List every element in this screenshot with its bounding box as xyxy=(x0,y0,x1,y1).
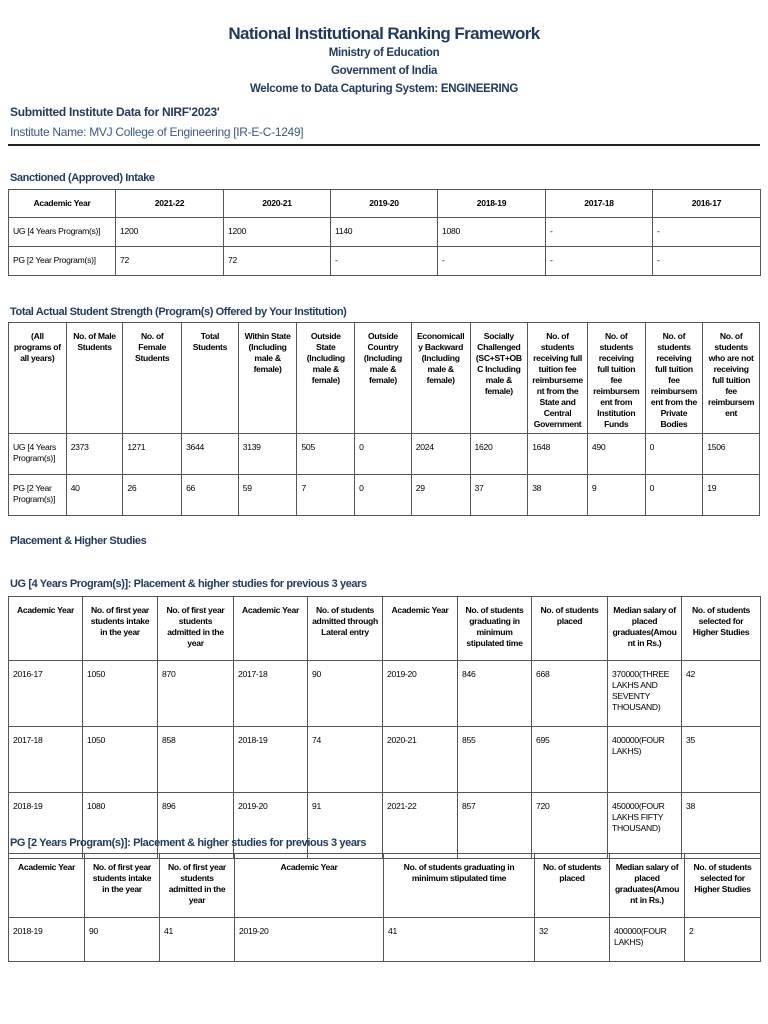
ug-cell: 400000(FOUR LAKHS) xyxy=(608,727,682,793)
strength-header-row xyxy=(9,323,760,434)
intake-table xyxy=(8,189,761,276)
strength-cell: 40 xyxy=(66,475,123,516)
ug-cell: 857 xyxy=(458,793,532,859)
ug-cell: 846 xyxy=(458,661,532,727)
intake-cell: - xyxy=(653,218,761,247)
ug-cell: 1080 xyxy=(83,793,158,859)
intake-cell: 1200 xyxy=(116,218,224,247)
ug-cell: 450000(FOUR LAKHS FIFTY THOUSAND) xyxy=(608,793,682,859)
ug-header-cell: Academic Year xyxy=(9,597,83,661)
intake-cell: 72 xyxy=(116,247,224,276)
strength-cell: UG [4 Years Program(s)] xyxy=(9,434,67,475)
institute-name: Institute Name: MVJ College of Engineering [IR-E-C-1249] xyxy=(10,125,304,139)
intake-cell: PG [2 Year Program(s)] xyxy=(9,247,116,276)
strength-header-cell: No. of Female Students xyxy=(123,323,182,434)
strength-cell: 59 xyxy=(238,475,297,516)
strength-cell: 29 xyxy=(411,475,470,516)
intake-cell: 1140 xyxy=(331,218,438,247)
strength-cell: 1620 xyxy=(470,434,528,475)
strength-header-cell: Within State (Including male & female) xyxy=(238,323,297,434)
intake-header-cell: 2021-22 xyxy=(116,190,224,218)
intake-header-cell: Academic Year xyxy=(9,190,116,218)
intake-cell: - xyxy=(546,218,653,247)
strength-section-title: Total Actual Student Strength (Program(s) Offered by Your Institution) xyxy=(10,306,347,318)
strength-cell: 490 xyxy=(587,434,645,475)
strength-cell: 37 xyxy=(470,475,528,516)
ug-placement-title: UG [4 Years Program(s)]: Placement & higher studies for previous 3 years xyxy=(10,578,367,590)
ug-cell: 2020-21 xyxy=(383,727,458,793)
strength-header-cell: Outside State (Including male & female) xyxy=(297,323,355,434)
ug-cell: 42 xyxy=(682,661,761,727)
strength-header-cell: Economically Backward (Including male & female) xyxy=(411,323,470,434)
strength-header-cell: No. of students who are not receiving full tuition fee reimbursement xyxy=(703,323,760,434)
ug-cell: 2019-20 xyxy=(383,661,458,727)
pg-cell: 2 xyxy=(685,918,761,962)
page-title: National Institutional Ranking Framework xyxy=(228,24,540,43)
ug-cell: 370000(THREE LAKHS AND SEVENTY THOUSAND) xyxy=(608,661,682,727)
table-row xyxy=(9,247,761,276)
pg-header-cell: No. of students placed xyxy=(535,854,610,918)
ug-cell: 90 xyxy=(308,661,383,727)
table-row xyxy=(9,727,761,793)
pg-header-cell: Academic Year xyxy=(9,854,85,918)
strength-cell: 7 xyxy=(297,475,355,516)
pg-cell: 2019-20 xyxy=(235,918,384,962)
placement-section-title: Placement & Higher Studies xyxy=(10,535,147,547)
intake-cell: - xyxy=(653,247,761,276)
intake-header-cell: 2018-19 xyxy=(438,190,546,218)
intake-cell: - xyxy=(331,247,438,276)
pg-header-cell: No. of first year students intake in the year xyxy=(85,854,160,918)
pg-header-cell: No. of students graduating in minimum stipulated time xyxy=(384,854,535,918)
strength-cell: 0 xyxy=(645,434,703,475)
strength-header-cell: No. of Male Students xyxy=(66,323,123,434)
system-label: Welcome to Data Capturing System: ENGINEERING xyxy=(249,83,519,95)
intake-header-cell: 2020-21 xyxy=(224,190,331,218)
submission-heading: Submitted Institute Data for NIRF'2023' xyxy=(10,105,220,119)
strength-table xyxy=(8,322,760,516)
strength-cell: 26 xyxy=(123,475,182,516)
strength-cell: 1506 xyxy=(703,434,760,475)
strength-cell: 1271 xyxy=(123,434,182,475)
intake-header-cell: 2017-18 xyxy=(546,190,653,218)
intake-cell: - xyxy=(438,247,546,276)
pg-placement-title: PG [2 Years Program(s)]: Placement & higher studies for previous 3 years xyxy=(10,837,367,849)
intake-header-row xyxy=(9,190,761,218)
intake-cell: - xyxy=(546,247,653,276)
pg-header-cell: No. of first year students admitted in the year xyxy=(160,854,235,918)
intake-header-cell: 2019-20 xyxy=(331,190,438,218)
strength-header-cell: Total Students xyxy=(182,323,239,434)
ug-header-cell: No. of students graduating in minimum stipulated time xyxy=(458,597,532,661)
ug-cell: 2018-19 xyxy=(9,793,83,859)
table-row xyxy=(9,475,760,516)
strength-header-cell: Socially Challenged (SC+ST+OBC Including male & female) xyxy=(470,323,528,434)
intake-cell: 72 xyxy=(224,247,331,276)
pg-cell: 41 xyxy=(384,918,535,962)
ug-header-cell: No. of students admitted through Lateral entry xyxy=(308,597,383,661)
ug-cell: 858 xyxy=(158,727,234,793)
strength-header-cell: No. of students receiving full tuition fee reimbursement from Institution Funds xyxy=(587,323,645,434)
pg-cell: 90 xyxy=(85,918,160,962)
strength-cell: 9 xyxy=(587,475,645,516)
ug-cell: 38 xyxy=(682,793,761,859)
strength-cell: 3644 xyxy=(182,434,239,475)
intake-cell: 1080 xyxy=(438,218,546,247)
table-row xyxy=(9,434,760,475)
ug-cell: 695 xyxy=(532,727,608,793)
ug-cell: 2019-20 xyxy=(234,793,308,859)
ug-placement-table xyxy=(8,596,761,859)
pg-cell: 2018-19 xyxy=(9,918,85,962)
ug-header-cell: No. of first year students admitted in the year xyxy=(158,597,234,661)
ug-cell: 855 xyxy=(458,727,532,793)
pg-placement-table xyxy=(8,853,761,962)
ug-cell: 2018-19 xyxy=(234,727,308,793)
ug-cell: 74 xyxy=(308,727,383,793)
ug-cell: 1050 xyxy=(83,661,158,727)
pg-header-cell: Academic Year xyxy=(235,854,384,918)
ug-cell: 720 xyxy=(532,793,608,859)
strength-cell: PG [2 Year Program(s)] xyxy=(9,475,67,516)
government-label: Government of India xyxy=(330,65,438,77)
strength-header-cell: No. of students receiving full tuition fee reimbursement from the State and Central Government xyxy=(528,323,588,434)
strength-cell: 38 xyxy=(528,475,588,516)
pg-cell: 32 xyxy=(535,918,610,962)
ug-header-row xyxy=(9,597,761,661)
strength-header-cell: (All programs of all years) xyxy=(9,323,67,434)
ug-cell: 2016-17 xyxy=(9,661,83,727)
strength-header-cell: No. of students receiving full tuition fee reimbursement from the Private Bodies xyxy=(645,323,703,434)
intake-section-title: Sanctioned (Approved) Intake xyxy=(10,172,155,184)
strength-cell: 66 xyxy=(182,475,239,516)
ministry-label: Ministry of Education xyxy=(328,47,440,59)
strength-cell: 2024 xyxy=(411,434,470,475)
pg-header-cell: Median salary of placed graduates(Amount in Rs.) xyxy=(610,854,685,918)
ug-cell: 2017-18 xyxy=(234,661,308,727)
ug-cell: 2017-18 xyxy=(9,727,83,793)
intake-cell: UG [4 Years Program(s)] xyxy=(9,218,116,247)
ug-header-cell: Median salary of placed graduates(Amount in Rs.) xyxy=(608,597,682,661)
strength-cell: 505 xyxy=(297,434,355,475)
pg-cell: 400000(FOUR LAKHS) xyxy=(610,918,685,962)
strength-cell: 0 xyxy=(645,475,703,516)
ug-header-cell: No. of students selected for Higher Studies xyxy=(682,597,761,661)
pg-cell: 41 xyxy=(160,918,235,962)
ug-cell: 870 xyxy=(158,661,234,727)
strength-cell: 2373 xyxy=(66,434,123,475)
ug-cell: 668 xyxy=(532,661,608,727)
table-row xyxy=(9,918,761,962)
ug-cell: 2021-22 xyxy=(383,793,458,859)
table-row xyxy=(9,218,761,247)
pg-header-cell: No. of students selected for Higher Studies xyxy=(685,854,761,918)
header-divider xyxy=(8,144,760,146)
strength-cell: 19 xyxy=(703,475,760,516)
table-row xyxy=(9,661,761,727)
ug-cell: 91 xyxy=(308,793,383,859)
strength-header-cell: Outside Country (Including male & female) xyxy=(355,323,412,434)
intake-cell: 1200 xyxy=(224,218,331,247)
ug-header-cell: No. of first year students intake in the year xyxy=(83,597,158,661)
strength-cell: 0 xyxy=(355,434,412,475)
pg-header-row xyxy=(9,854,761,918)
strength-cell: 0 xyxy=(355,475,412,516)
ug-header-cell: No. of students placed xyxy=(532,597,608,661)
intake-header-cell: 2016-17 xyxy=(653,190,761,218)
ug-cell: 1050 xyxy=(83,727,158,793)
ug-cell: 35 xyxy=(682,727,761,793)
ug-header-cell: Academic Year xyxy=(234,597,308,661)
report-header xyxy=(0,24,768,98)
strength-cell: 1648 xyxy=(528,434,588,475)
ug-header-cell: Academic Year xyxy=(383,597,458,661)
ug-cell: 896 xyxy=(158,793,234,859)
strength-cell: 3139 xyxy=(238,434,297,475)
